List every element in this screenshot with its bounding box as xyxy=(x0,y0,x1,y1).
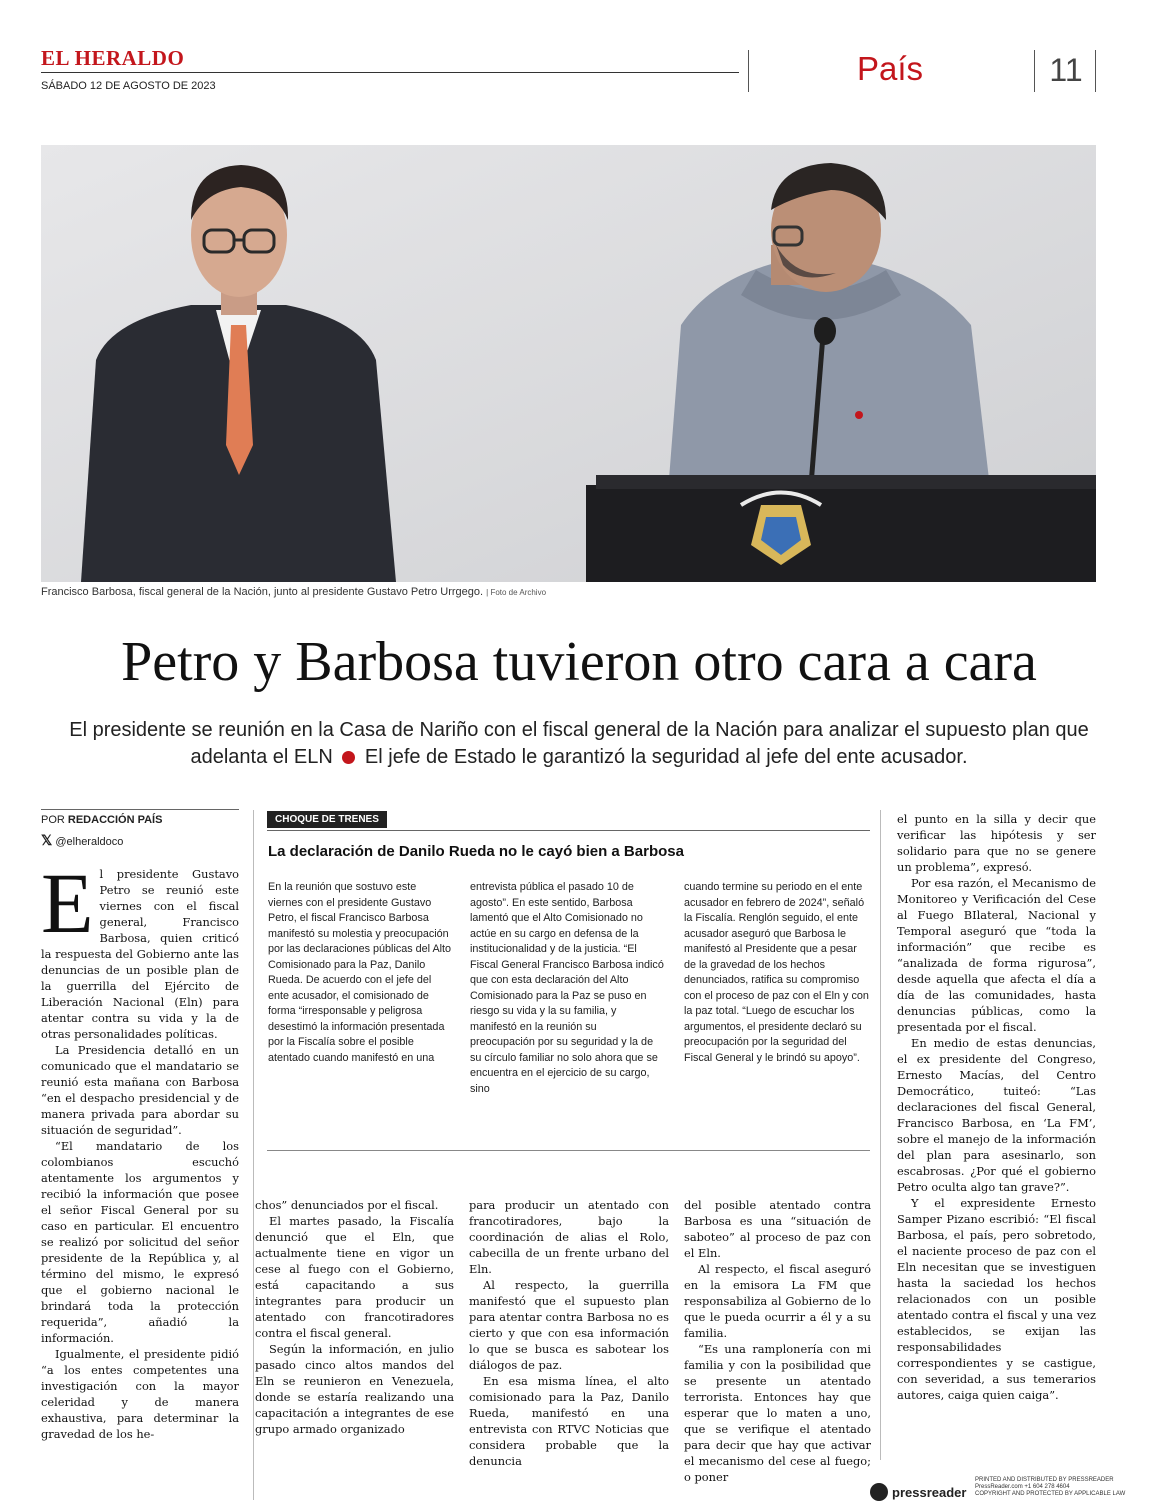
sidebar-bottom-rule xyxy=(267,1150,870,1151)
column-rule xyxy=(880,810,881,1460)
paragraph: Por esa razón, el Mecanismo de Monitoreo y Verificación del Cese al Fuego BIlateral, Nacional y Temporal aseguró que “toda la información” que recibe es “analizada de forma rigurosa”, desde aquella que afecta el día a día de las comunidades, hasta denuncias públicas, como la presentada por el fiscal. xyxy=(897,876,1096,1034)
paragraph: El martes pasado, la Fiscalía denunció que el Eln, que actualmente tiene en vigor un cese al fuego con el Gobierno, está capacitando a sus integrantes para producir un atentado con francotiradores contra el fiscal general. xyxy=(255,1214,454,1340)
paragraph: del posible atentado contra Barbosa es una “situación de saboteo” al proceso de paz con el Eln. xyxy=(684,1198,871,1260)
notice-line: PRINTED AND DISTRIBUTED BY PRESSREADER xyxy=(975,1477,1114,1483)
paragraph: El presidente Gustavo Petro se reunió este viernes con el fiscal general, Francisco Barbosa, quien criticó la respuesta del Gobierno ante las denuncias de un posible plan de la guerrilla del Ejército de Liberación Nacional (Eln) para atentar contra su vida y la de otras personalidades políticas. xyxy=(41,855,239,1041)
header-divider xyxy=(1095,50,1096,92)
paragraph: En esa misma línea, el alto comisionado para la Paz, Danilo Rueda, manifestó en una entrevista con RTVC Noticias que considera probable que la denuncia xyxy=(469,1374,669,1468)
header-divider xyxy=(1034,50,1035,92)
publication-date: SÁBADO 12 DE AGOSTO DE 2023 xyxy=(41,80,216,92)
paragraph: para producir un atentado con francotiradores, bajo la coordinación de alias el Rolo, cabecilla de un frente urbano del Eln. xyxy=(469,1198,669,1276)
byline-prefix: POR xyxy=(41,814,68,826)
photo-caption xyxy=(41,586,546,598)
handle-text: @elheraldoco xyxy=(55,836,124,848)
paragraph: Igualmente, el presidente pidió “a los entes competentes una investigación con la mayor celeridad y de manera exhaustiva, para determinar la gravedad de los he- xyxy=(41,1347,239,1441)
article-column-5 xyxy=(897,811,1096,1403)
paragraph: chos” denunciados por el fiscal. xyxy=(255,1198,439,1212)
caption-text: Francisco Barbosa, fiscal general de la Nación, junto al presidente Gustavo Petro Urrgego. xyxy=(41,586,484,598)
article-headline: Petro y Barbosa tuvieron otro cara a cara xyxy=(121,631,1037,693)
paragraph: Al respecto, la guerrilla manifestó que el supuesto plan para atentar contra Barbosa no es cierto y que con esa información lo que se busca es sabotear los diálogos de paz. xyxy=(469,1278,669,1372)
sidebar-rule xyxy=(267,830,870,831)
paragraph: En medio de estas denuncias, el ex presidente del Congreso, Ernesto Macías, del Centro Democrático, tuiteó: “Las declaraciones del fiscal General, Francisco Barbosa, en ‘La FM’, sobre el manejo de la información del plan para asesinarlo, son escabrosas. ¿Por qué el gobierno Petro oculta algo tan grave?”. xyxy=(897,1036,1096,1194)
podium xyxy=(586,475,1096,582)
article-column-3 xyxy=(469,1197,669,1469)
paragraph: La Presidencia detalló en un comunicado que el mandatario se reunió esta mañana con Barbosa “en el despacho presidencial y de manera privada para abordar su situación de seguridad”. xyxy=(41,1043,239,1137)
masthead-logo: EL HERALDO xyxy=(41,46,185,70)
photo-credit: | Foto de Archivo xyxy=(486,588,547,597)
article-deck xyxy=(40,717,1118,771)
article-column-4 xyxy=(684,1197,871,1485)
pressreader-brand: pressreader xyxy=(892,1485,967,1500)
drop-cap: E xyxy=(41,855,94,951)
x-logo-icon: 𝕏 xyxy=(41,832,53,848)
paragraph: el punto en la silla y decir que verificar las hipótesis y ser solidario para que no se genere un problema”, expresó. xyxy=(897,812,1096,874)
section-name: País xyxy=(856,50,924,87)
notice-line: COPYRIGHT AND PROTECTED BY APPLICABLE LAW xyxy=(975,1491,1126,1497)
sidebar-title: La declaración de Danilo Rueda no le cayó bien a Barbosa xyxy=(268,843,684,860)
notice-line: PressReader.com +1 604 278 4604 xyxy=(975,1484,1070,1490)
sidebar-label: CHOQUE DE TRENES xyxy=(267,811,387,828)
header-rule xyxy=(41,72,739,73)
header-divider xyxy=(748,50,749,92)
paragraph: “Es una ramplonería con mi familia y con la posibilidad que se presente un atentado terrorista. Entonces hay que esperar que lo maten a uno, que se verifique el atentado para decir que hay que activar el mecanismo del cese al fuego; o poner xyxy=(684,1342,871,1484)
paragraph: Según la información, en julio pasado cinco altos mandos del Eln se reunieron en Venezuela, donde se estaría realizando una capacitación a integrantes de ese grupo armado organizado xyxy=(255,1342,454,1436)
paragraph: “El mandatario de los colombianos escuchó atentamente los argumentos y recibió la información que posee el señor Fiscal General por su caso en particular. El encuentro se realizó por solicitud del señor presidente de la República y, al término del mismo, le expresó que el gobierno nacional le brindará toda la protección requerida”, añadió la información. xyxy=(41,1139,239,1345)
page-number: 11 xyxy=(1049,52,1083,88)
sidebar-column-3: cuando termine su periodo en el ente acusador en febrero de 2024”, señaló la Fiscalía. Renglón seguido, el ente acusador aseguró que Barbosa le manifestó al Presidente que a pesar de la gravedad de los hechos denunciados, ratifica su compromiso con el proceso de paz con el Eln y con la paz total. “Luego de escuchar los argumentos, el presidente declaró su preocupación por la seguridad del Fiscal General y le brindó su apoyo”. xyxy=(684,881,869,1064)
byline-author: REDACCIÓN PAÍS xyxy=(67,814,163,826)
article-column-1 xyxy=(41,855,239,1442)
deck-part-1: El presidente se reunión en la Casa de Nariño con el fiscal general de la Nación para analizar el supuesto plan que adelanta el ELN xyxy=(69,719,1089,768)
byline xyxy=(41,814,162,826)
byline-rule xyxy=(41,809,239,810)
paragraph: Y el expresidente Ernesto Samper Pizano escribió: “El fiscal Barbosa, el país, pero sobretodo, el naciente proceso de paz con el Eln necesitan que se investiguen hasta la saciedad los hechos relacionados con un posible atentado contra el fiscal y una vez establecidos, se exijan las responsabilidades correspondientes y se castigue, con severidad, a sus temerarios autores, caiga quien caiga”. xyxy=(897,1196,1096,1402)
sidebar-column-2: entrevista pública el pasado 10 de agosto”. En este sentido, Barbosa lamentó que el Alto Comisionado no actúe en su cargo en defensa de la institucionalidad y de la justicia. “El Fiscal General Francisco Barbosa indicó que con esta declaración del Alto Comisionado para la Paz se puso en riesgo su vida y la su familia, y manifestó en la reunión su preocupación por su seguridad y la de su círculo familiar no solo ahora que se encuentra en el ejercicio de su cargo, sino xyxy=(470,881,664,1095)
pressreader-logo-icon xyxy=(870,1483,888,1501)
social-handle[interactable] xyxy=(41,832,123,849)
paragraph: Al respecto, el fiscal aseguró en la emisora La FM que responsabiliza al Gobierno de lo que le pueda ocurrir a él y a su familia. xyxy=(684,1262,871,1340)
article-photo xyxy=(41,145,1096,582)
article-column-2 xyxy=(255,1197,454,1437)
deck-part-2: El jefe de Estado le garantizó la seguridad al jefe del ente acusador. xyxy=(364,746,968,768)
pressreader-notice xyxy=(975,1477,1125,1498)
pressreader-badge[interactable] xyxy=(868,1479,968,1509)
column-rule xyxy=(253,810,254,1500)
bullet-dot-icon xyxy=(342,751,355,764)
sidebar-column-1: En la reunión que sostuvo este viernes con el presidente Gustavo Petro, el fiscal Francisco Barbosa manifestó su molestia y preocupación por las declaraciones públicas del Alto Comisionado para la Paz, Danilo Rueda. De acuerdo con el jefe del ente acusador, el comisionado de forma “irresponsable y peligrosa desestimó la información presentada por la Fiscalía sobre el posible atentado cuando manifestó en una xyxy=(268,881,452,1064)
